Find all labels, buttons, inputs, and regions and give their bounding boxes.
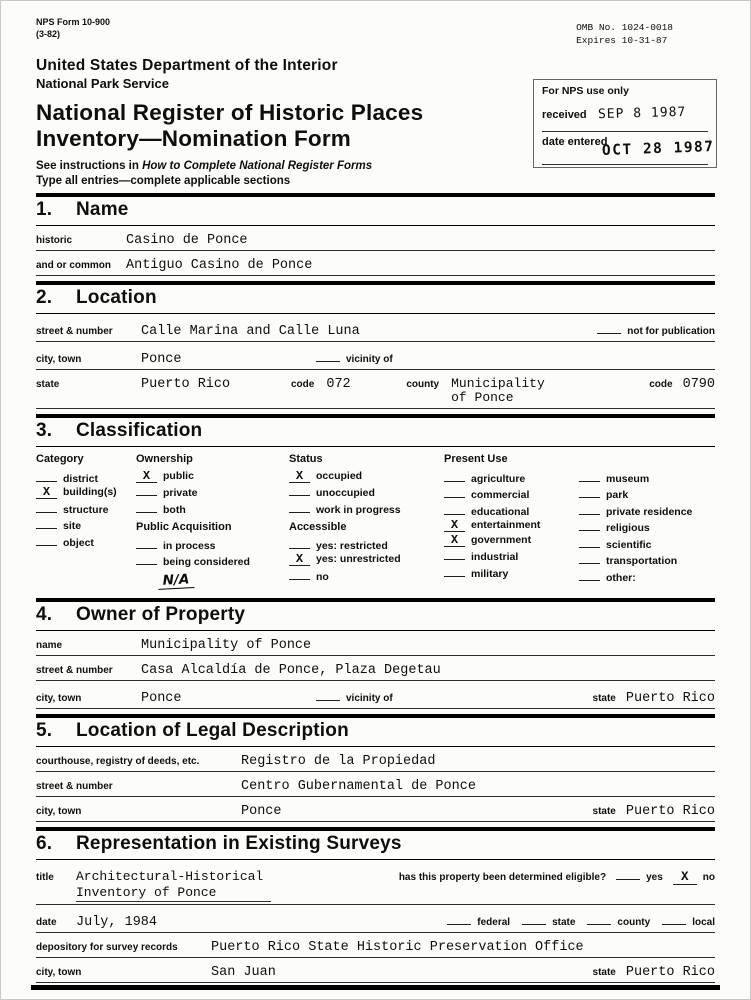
eligible-no-label: no bbox=[702, 872, 715, 884]
occupied-checkline: X bbox=[289, 471, 310, 483]
transportation-checkline bbox=[579, 552, 600, 564]
checkbox-public: X public bbox=[136, 470, 289, 483]
checkbox-military: military bbox=[444, 565, 579, 580]
not-for-publication-label: not for publication bbox=[627, 326, 715, 337]
accessible-heading: Accessible bbox=[289, 520, 347, 533]
field-row-survey-city bbox=[36, 958, 715, 983]
instructions-book-title: How to Complete National Register Forms bbox=[142, 160, 373, 173]
checkbox-transportation: transportation bbox=[579, 552, 715, 567]
received-row bbox=[542, 105, 708, 132]
field-row-owner-street bbox=[36, 656, 715, 681]
section-5-number: 5. bbox=[36, 720, 53, 742]
field-row-common-name bbox=[36, 251, 715, 276]
section-4-header bbox=[36, 598, 715, 631]
buildings-checkline: X bbox=[36, 487, 57, 499]
owner-name-label: name bbox=[36, 640, 63, 652]
instructions-prefix: See instructions in bbox=[36, 160, 143, 173]
owner-street-label: street & number bbox=[36, 665, 113, 677]
omb-number: OMB No. 1024-0018 bbox=[576, 22, 673, 33]
service-heading: National Park Service bbox=[36, 75, 169, 91]
street-label: street & number bbox=[36, 326, 113, 337]
survey-title-value bbox=[76, 869, 271, 902]
depository-label: depository for survey records bbox=[36, 942, 178, 954]
survey-date-label: date bbox=[36, 917, 57, 929]
checkbox-agriculture: agriculture bbox=[444, 470, 579, 485]
courthouse-value: Registro de la Propiedad bbox=[241, 754, 436, 770]
religious-checkline bbox=[579, 519, 600, 531]
received-label: received bbox=[542, 109, 587, 121]
category-column bbox=[36, 453, 136, 590]
scientific-checkline bbox=[579, 536, 600, 548]
section-4-title: Owner of Property bbox=[76, 604, 246, 626]
street-value: Calle Marina and Calle Luna bbox=[141, 324, 360, 339]
section-1-number: 1. bbox=[36, 199, 53, 220]
being-considered-checkline bbox=[136, 553, 157, 565]
section-3-number: 3. bbox=[36, 419, 53, 441]
nps-use-only-box bbox=[533, 79, 717, 168]
owner-city-label: city, town bbox=[36, 693, 82, 705]
owner-vicinity-checkline bbox=[316, 688, 340, 701]
checkbox-being-considered: being considered bbox=[136, 553, 289, 568]
field-row-owner-name bbox=[36, 631, 715, 656]
in-process-checkline bbox=[136, 537, 157, 549]
county-value-line1: Municipality bbox=[451, 376, 545, 391]
checkbox-yes-unrestricted: X yes: unrestricted bbox=[289, 553, 444, 566]
field-row-city bbox=[36, 342, 715, 370]
military-checkline bbox=[444, 565, 465, 577]
code2-value: 0790 bbox=[682, 377, 715, 392]
omb-block bbox=[576, 22, 673, 48]
form-number: NPS Form 10-900 bbox=[36, 17, 111, 27]
checkbox-park: park bbox=[579, 486, 715, 501]
status-heading: Status bbox=[289, 452, 323, 465]
eligible-no-checkline: X bbox=[673, 872, 697, 885]
code2-label: code bbox=[649, 379, 673, 390]
depository-value: Puerto Rico State Historic Preservation Office bbox=[211, 940, 584, 956]
owner-street-value: Casa Alcaldía de Ponce, Plaza Degetau bbox=[141, 663, 441, 679]
county-level-checkline bbox=[587, 912, 611, 925]
section-3-title: Classification bbox=[76, 419, 203, 441]
museum-checkline bbox=[579, 470, 600, 482]
eligible-yes-checkline bbox=[616, 867, 640, 880]
date-entered-label: date entered bbox=[542, 136, 608, 148]
eligible-yes-label: yes bbox=[646, 872, 663, 884]
other-checkline bbox=[579, 569, 600, 581]
survey-city-value: San Juan bbox=[211, 965, 276, 981]
district-checkline bbox=[36, 470, 57, 482]
park-checkline bbox=[579, 486, 600, 498]
survey-title-line2: Inventory of Ponce bbox=[76, 884, 217, 900]
owner-state-label: state bbox=[592, 693, 616, 705]
survey-title-label: title bbox=[36, 872, 54, 884]
section-1-title: Name bbox=[76, 199, 129, 220]
present-use-column bbox=[444, 453, 579, 590]
survey-state-value: Puerto Rico bbox=[625, 965, 715, 981]
top-meta bbox=[36, 17, 715, 48]
survey-title-line1: Architectural-Historical bbox=[76, 869, 264, 885]
section-3-header bbox=[36, 414, 715, 447]
public-acquisition-heading: Public Acquisition bbox=[136, 520, 232, 533]
commercial-checkline bbox=[444, 486, 465, 498]
both-checkline bbox=[136, 501, 157, 513]
checkbox-yes-restricted: yes: restricted bbox=[289, 537, 444, 552]
county-value bbox=[451, 377, 545, 406]
na-handwritten-note: N/A bbox=[158, 571, 195, 590]
legal-state-value: Puerto Rico bbox=[625, 804, 715, 820]
field-row-survey-date bbox=[36, 905, 715, 933]
section-6-title: Representation in Existing Surveys bbox=[76, 833, 402, 855]
checkbox-museum: museum bbox=[579, 470, 715, 485]
county-value-line2: of Ponce bbox=[451, 390, 514, 406]
state-level-checkline bbox=[522, 912, 546, 925]
agriculture-checkline bbox=[444, 470, 465, 482]
section-4-number: 4. bbox=[36, 604, 53, 626]
public-checkline: X bbox=[136, 471, 157, 483]
code-value: 072 bbox=[326, 377, 351, 392]
private-residence-checkline bbox=[579, 503, 600, 515]
federal-checkline bbox=[447, 912, 471, 925]
checkbox-structure: structure bbox=[36, 501, 136, 516]
common-value: Antiguo Casino de Ponce bbox=[126, 258, 313, 273]
unoccupied-checkline bbox=[289, 484, 310, 496]
field-row-state bbox=[36, 370, 715, 409]
code-label: code bbox=[291, 379, 315, 390]
checkbox-site: site bbox=[36, 517, 136, 532]
checkbox-other: other: bbox=[579, 569, 715, 584]
site-checkline bbox=[36, 517, 57, 529]
educational-checkline bbox=[444, 503, 465, 515]
department-heading: United States Department of the Interior bbox=[36, 56, 338, 74]
checkbox-no: no bbox=[289, 568, 444, 583]
section-2-header bbox=[36, 281, 715, 314]
field-row-depository bbox=[36, 933, 715, 958]
checkbox-scientific: scientific bbox=[579, 536, 715, 551]
vicinity-label: vicinity of bbox=[346, 354, 393, 365]
local-level-checkline bbox=[662, 912, 686, 925]
checkbox-private: private bbox=[136, 484, 289, 499]
government-checkline: X bbox=[444, 535, 465, 547]
industrial-checkline bbox=[444, 548, 465, 560]
yes-unrestricted-checkline: X bbox=[289, 554, 310, 566]
checkbox-object: object bbox=[36, 534, 136, 549]
instructions-line2: Type all entries—complete applicable sections bbox=[36, 174, 291, 187]
form-revision: (3-82) bbox=[36, 28, 61, 39]
owner-name-value: Municipality of Ponce bbox=[141, 638, 312, 654]
checkbox-government: X government bbox=[444, 534, 579, 547]
form-title-line1: National Register of Historic Places bbox=[36, 99, 424, 125]
owner-city-value: Ponce bbox=[141, 691, 182, 707]
entertainment-checkline: X bbox=[444, 520, 465, 532]
date-entered-stamp: OCT 28 1987 bbox=[601, 139, 715, 159]
federal-label: federal bbox=[477, 917, 511, 929]
checkbox-unoccupied: unoccupied bbox=[289, 484, 444, 499]
structure-checkline bbox=[36, 501, 57, 513]
survey-city-label: city, town bbox=[36, 967, 82, 979]
section-5-title: Location of Legal Description bbox=[76, 720, 349, 742]
checkbox-in-process: in process bbox=[136, 537, 289, 552]
received-date-stamp: SEP 8 1987 bbox=[597, 104, 687, 123]
classification-grid bbox=[36, 447, 715, 594]
local-level-label: local bbox=[692, 917, 715, 929]
owner-vicinity-label: vicinity of bbox=[346, 693, 393, 705]
work-in-progress-checkline bbox=[289, 501, 310, 513]
private-checkline bbox=[136, 484, 157, 496]
historic-value: Casino de Ponce bbox=[126, 233, 248, 248]
yes-restricted-checkline bbox=[289, 537, 310, 549]
status-column bbox=[289, 453, 444, 590]
ownership-column bbox=[136, 453, 289, 590]
legal-state-label: state bbox=[592, 806, 616, 818]
checkbox-educational: educational bbox=[444, 503, 579, 518]
field-row-street bbox=[36, 314, 715, 342]
checkbox-district: district bbox=[36, 470, 136, 485]
legal-street-value: Centro Gubernamental de Ponce bbox=[241, 779, 476, 795]
no-checkline bbox=[289, 568, 310, 580]
checkbox-both: both bbox=[136, 501, 289, 516]
section-6-number: 6. bbox=[36, 833, 53, 855]
checkbox-occupied: X occupied bbox=[289, 470, 444, 483]
checkbox-religious: religious bbox=[579, 519, 715, 534]
field-row-owner-city bbox=[36, 681, 715, 709]
present-use-2-heading bbox=[579, 453, 715, 466]
state-value: Puerto Rico bbox=[141, 377, 231, 392]
date-entered-row bbox=[542, 132, 715, 165]
field-row-legal-city bbox=[36, 797, 715, 822]
checkbox-entertainment: X entertainment bbox=[444, 519, 579, 532]
common-label: and or common bbox=[36, 260, 112, 271]
field-row-historic-name bbox=[36, 226, 715, 251]
vicinity-checkline bbox=[316, 349, 340, 362]
checkbox-private-residence: private residence bbox=[579, 503, 715, 518]
checkbox-buildings: X building(s) bbox=[36, 486, 136, 499]
section-6-header bbox=[36, 827, 715, 860]
city-label: city, town bbox=[36, 354, 82, 365]
field-row-courthouse bbox=[36, 747, 715, 772]
nps-box-heading: For NPS use only bbox=[542, 85, 629, 97]
object-checkline bbox=[36, 534, 57, 546]
state-label: state bbox=[36, 379, 60, 390]
present-use-column-2 bbox=[579, 453, 715, 590]
state-level-label: state bbox=[552, 917, 576, 929]
legal-city-label: city, town bbox=[36, 806, 82, 818]
checkbox-work-in-progress: work in progress bbox=[289, 501, 444, 516]
section-2-title: Location bbox=[76, 287, 157, 308]
omb-expiration: Expires 10-31-87 bbox=[576, 34, 668, 46]
checkbox-industrial: industrial bbox=[444, 548, 579, 563]
section-2-number: 2. bbox=[36, 287, 53, 308]
survey-state-label: state bbox=[592, 967, 616, 979]
county-level-label: county bbox=[617, 917, 651, 929]
form-title-line2: Inventory—Nomination Form bbox=[36, 125, 352, 151]
field-row-survey-title bbox=[36, 860, 715, 905]
not-for-publication-checkline bbox=[597, 321, 621, 334]
section-5-header bbox=[36, 714, 715, 747]
present-use-heading: Present Use bbox=[444, 452, 508, 465]
survey-date-value: July, 1984 bbox=[76, 915, 158, 931]
historic-label: historic bbox=[36, 235, 73, 246]
legal-street-label: street & number bbox=[36, 781, 113, 793]
form-number-block bbox=[36, 17, 110, 40]
ownership-heading: Ownership bbox=[136, 452, 193, 465]
checkbox-commercial: commercial bbox=[444, 486, 579, 501]
category-heading: Category bbox=[36, 452, 84, 465]
eligible-question: has this property been determined eligible? bbox=[398, 872, 607, 884]
owner-state-value: Puerto Rico bbox=[625, 691, 715, 707]
courthouse-label: courthouse, registry of deeds, etc. bbox=[36, 756, 200, 768]
county-label: county bbox=[406, 379, 440, 390]
legal-city-value: Ponce bbox=[241, 804, 282, 820]
section-1-header bbox=[36, 193, 715, 226]
city-value: Ponce bbox=[141, 352, 182, 367]
field-row-legal-street bbox=[36, 772, 715, 797]
page-bottom-rule bbox=[31, 985, 720, 990]
